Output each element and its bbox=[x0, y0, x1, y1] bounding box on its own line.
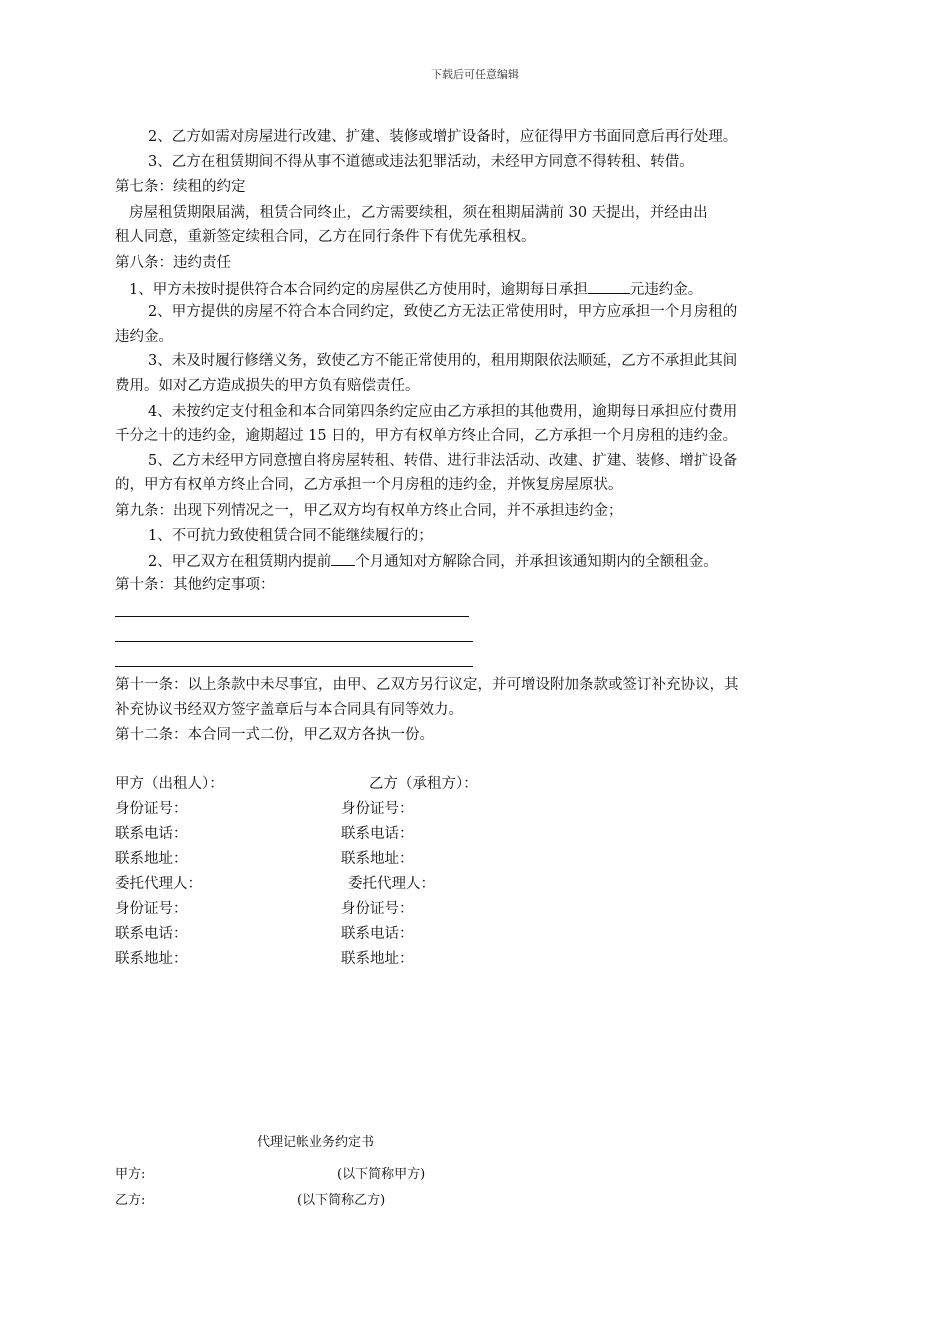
id-number-label: 身份证号： bbox=[341, 801, 414, 817]
party-a-label: 甲方（出租人）： bbox=[115, 776, 224, 792]
article-heading: 第十二条：本合同一式二份，甲乙双方各执一份。 bbox=[115, 727, 434, 743]
clause-text: 个月通知对方解除合同，并承担该通知期内的全额租金。 bbox=[355, 554, 718, 570]
blank-line bbox=[115, 641, 473, 642]
article-heading: 第十条：其他约定事项： bbox=[115, 577, 275, 593]
address-label: 联系地址： bbox=[115, 951, 188, 967]
id-number-label: 身份证号： bbox=[115, 801, 188, 817]
address-label: 联系地址： bbox=[115, 851, 188, 867]
id-number-label: 身份证号： bbox=[341, 901, 414, 917]
party-b-note: (以下简称乙方) bbox=[297, 1193, 386, 1208]
clause-line: 费用。如对乙方造成损失的甲方负有赔偿责任。 bbox=[115, 378, 420, 394]
agent-label: 委托代理人： bbox=[348, 876, 435, 892]
clause-line: 3、乙方在租赁期间不得从事不道德或违法犯罪活动，未经甲方同意不得转租、转借。 bbox=[148, 154, 694, 170]
blank-underline bbox=[331, 551, 355, 566]
party-a-note: (以下简称甲方) bbox=[337, 1167, 426, 1182]
clause-line: 千分之十的违约金，逾期超过 15 日的，甲方有权单方终止合同，乙方承担一个月房租的违约金。 bbox=[115, 428, 738, 444]
clause-line: 补充协议书经双方签字盖章后与本合同具有同等效力。 bbox=[115, 702, 463, 718]
phone-label: 联系电话： bbox=[341, 826, 414, 842]
clause-line: 5、乙方未经甲方同意擅自将房屋转租、转借、进行非法活动、改建、扩建、装修、增扩设备 bbox=[148, 453, 738, 469]
clause-line bbox=[129, 279, 702, 299]
blank-underline bbox=[588, 279, 630, 294]
clause-line: 3、未及时履行修缮义务，致使乙方不能正常使用的，租用期限依法顺延，乙方不承担此其间 bbox=[148, 353, 738, 369]
party-a-label: 甲方: bbox=[115, 1167, 146, 1182]
clause-text: 1、甲方未按时提供符合本合同约定的房屋供乙方使用时，逾期每日承担 bbox=[129, 282, 588, 298]
clause-line: 4、未按约定支付租金和本合同第四条约定应由乙方承担的其他费用，逾期每日承担应付费用 bbox=[148, 404, 738, 420]
clause-line: 租人同意，重新签定续租合同，乙方在同行条件下有优先承租权。 bbox=[115, 229, 536, 245]
article-heading: 第九条：出现下列情况之一，甲乙双方均有权单方终止合同，并不承担违约金； bbox=[115, 503, 623, 519]
clause-text: 2、甲乙双方在租赁期内提前 bbox=[148, 554, 332, 570]
article-heading: 第七条：续租的约定 bbox=[115, 179, 246, 195]
phone-label: 联系电话： bbox=[115, 826, 188, 842]
page-header: 下载后可任意编辑 bbox=[431, 68, 519, 81]
blank-line bbox=[115, 616, 469, 617]
phone-label: 联系电话： bbox=[115, 926, 188, 942]
clause-line: 2、乙方如需对房屋进行改建、扩建、装修或增扩设备时，应征得甲方书面同意后再行处理。 bbox=[148, 129, 738, 145]
id-number-label: 身份证号： bbox=[115, 901, 188, 917]
party-b-label: 乙方: bbox=[115, 1193, 146, 1208]
clause-line: 房屋租赁期限届满，租赁合同终止，乙方需要续租，须在租期届满前 30 天提出，并经由出 bbox=[129, 205, 708, 221]
clause-line: 的，甲方有权单方终止合同，乙方承担一个月房租的违约金，并恢复房屋原状。 bbox=[115, 477, 623, 493]
clause-line: 2、甲方提供的房屋不符合本合同约定，致使乙方无法正常使用时，甲方应承担一个月房租的 bbox=[148, 304, 738, 320]
address-label: 联系地址： bbox=[341, 851, 414, 867]
clause-line bbox=[148, 551, 718, 571]
agent-label: 委托代理人： bbox=[115, 876, 202, 892]
phone-label: 联系电话： bbox=[341, 926, 414, 942]
clause-line: 1、不可抗力致使租赁合同不能继续履行的； bbox=[148, 528, 433, 544]
address-label: 联系地址： bbox=[341, 951, 414, 967]
article-heading: 第八条：违约责任 bbox=[115, 255, 231, 271]
article-heading: 第十一条：以上条款中未尽事宜，由甲、乙双方另行议定，并可增设附加条款或签订补充协议，其 bbox=[115, 677, 739, 693]
blank-line bbox=[115, 666, 473, 667]
clause-text: 元违约金。 bbox=[629, 282, 703, 298]
party-b-label: 乙方（承租方）： bbox=[369, 776, 478, 792]
next-document-title: 代理记帐业务约定书 bbox=[257, 1135, 375, 1150]
clause-line: 违约金。 bbox=[115, 329, 173, 345]
